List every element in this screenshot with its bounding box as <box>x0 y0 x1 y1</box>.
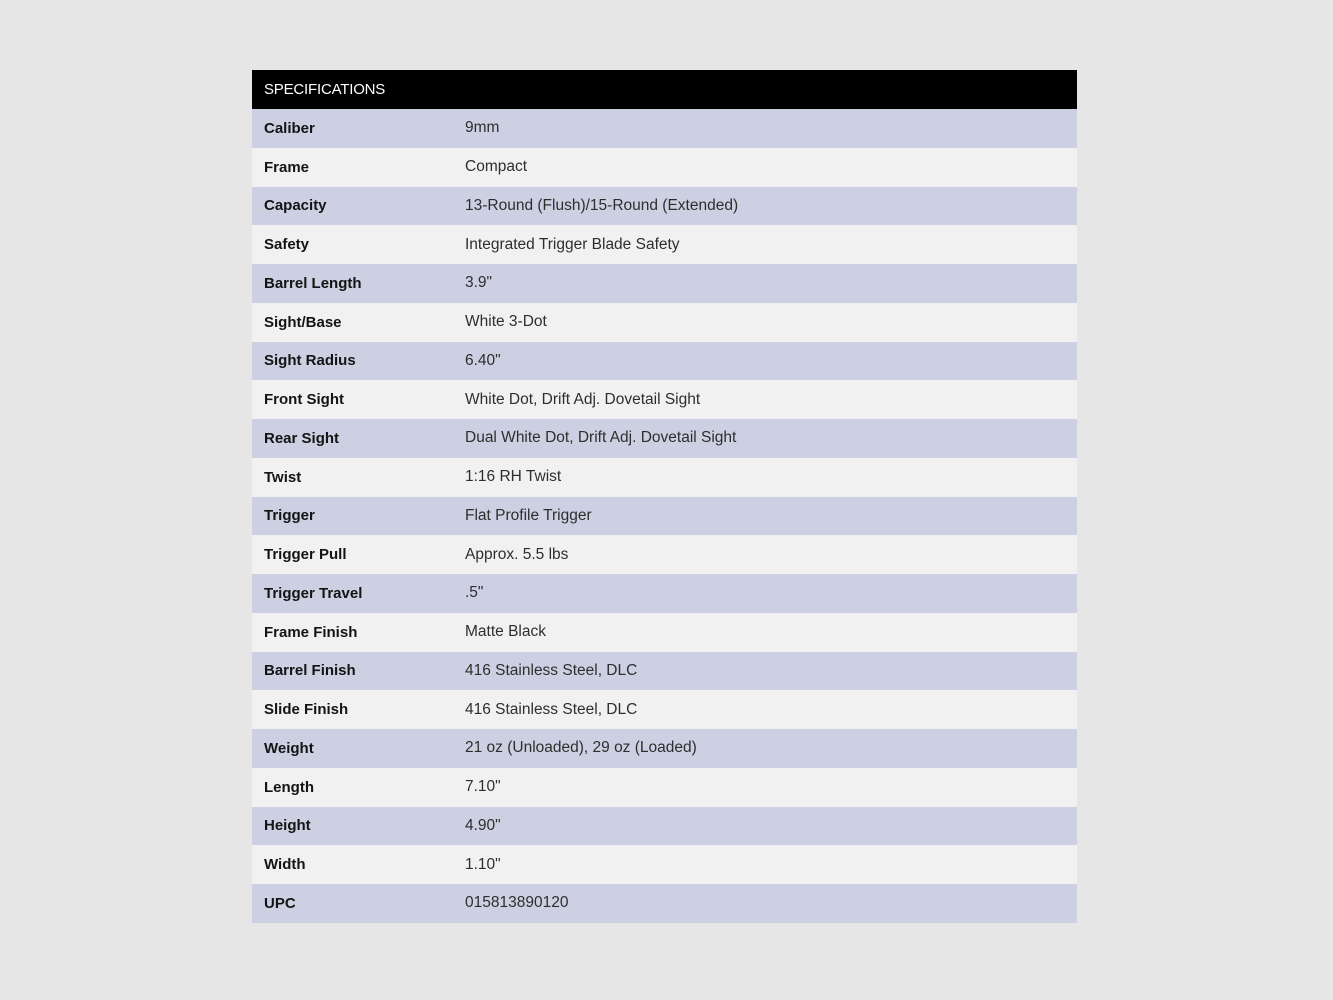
spec-value: White 3-Dot <box>465 313 547 331</box>
spec-label: Length <box>264 778 314 796</box>
spec-label: Trigger Travel <box>264 584 363 602</box>
spec-value: 1.10" <box>465 855 501 873</box>
spec-label: Sight Radius <box>264 352 356 370</box>
spec-value: Compact <box>465 158 528 176</box>
spec-label: Barrel Length <box>264 274 362 292</box>
spec-label: Height <box>264 817 311 835</box>
table-row <box>252 535 1077 574</box>
table-row <box>252 303 1077 342</box>
spec-label: Frame <box>264 158 310 176</box>
table-row <box>252 342 1077 381</box>
table-body <box>252 109 1077 923</box>
table-row <box>252 109 1077 148</box>
spec-label: Slide Finish <box>264 701 349 719</box>
spec-label: Barrel Finish <box>264 662 356 680</box>
spec-label: Sight/Base <box>264 313 342 331</box>
spec-label: Front Sight <box>264 391 344 409</box>
spec-value: 3.9" <box>465 274 493 292</box>
table-row <box>252 845 1077 884</box>
table-row <box>252 768 1077 807</box>
spec-label: Weight <box>264 739 314 757</box>
table-row <box>252 419 1077 458</box>
table-row <box>252 458 1077 497</box>
specifications-table <box>252 70 1077 923</box>
spec-label: UPC <box>264 894 296 912</box>
spec-label: Safety <box>264 236 310 254</box>
spec-value: Matte Black <box>465 623 546 641</box>
spec-label: Capacity <box>264 197 327 215</box>
spec-label: Rear Sight <box>264 429 340 447</box>
spec-value: 7.10" <box>465 778 501 796</box>
spec-value: Dual White Dot, Drift Adj. Dovetail Sight <box>465 429 737 447</box>
spec-value: 416 Stainless Steel, DLC <box>465 700 638 718</box>
table-row <box>252 613 1077 652</box>
spec-value: 1:16 RH Twist <box>465 468 562 486</box>
spec-label: Trigger Pull <box>264 546 347 564</box>
table-header: SPECIFICATIONS <box>252 70 1077 109</box>
spec-label: Caliber <box>264 119 315 137</box>
spec-value: 21 oz (Unloaded), 29 oz (Loaded) <box>465 739 697 757</box>
table-row <box>252 225 1077 264</box>
table-row <box>252 807 1077 846</box>
table-row <box>252 380 1077 419</box>
spec-value: 416 Stainless Steel, DLC <box>465 661 638 679</box>
spec-label: Twist <box>264 468 302 486</box>
table-row <box>252 574 1077 613</box>
spec-value: 9mm <box>465 119 500 137</box>
spec-value: .5" <box>465 584 484 602</box>
table-row <box>252 690 1077 729</box>
spec-value: 4.90" <box>465 816 501 834</box>
spec-value: White Dot, Drift Adj. Dovetail Sight <box>465 390 701 408</box>
table-row <box>252 148 1077 187</box>
spec-value: 015813890120 <box>465 894 569 912</box>
table-row <box>252 884 1077 923</box>
table-row <box>252 187 1077 226</box>
spec-value: 13-Round (Flush)/15-Round (Extended) <box>465 196 739 214</box>
table-row <box>252 729 1077 768</box>
table-row <box>252 652 1077 691</box>
spec-value: Approx. 5.5 lbs <box>465 545 569 563</box>
spec-value: 6.40" <box>465 351 501 369</box>
table-row <box>252 497 1077 536</box>
table-row <box>252 264 1077 303</box>
spec-value: Flat Profile Trigger <box>465 506 592 524</box>
spec-label: Width <box>264 856 306 874</box>
spec-value: Integrated Trigger Blade Safety <box>465 235 680 253</box>
spec-label: Trigger <box>264 507 315 525</box>
spec-label: Frame Finish <box>264 623 358 641</box>
